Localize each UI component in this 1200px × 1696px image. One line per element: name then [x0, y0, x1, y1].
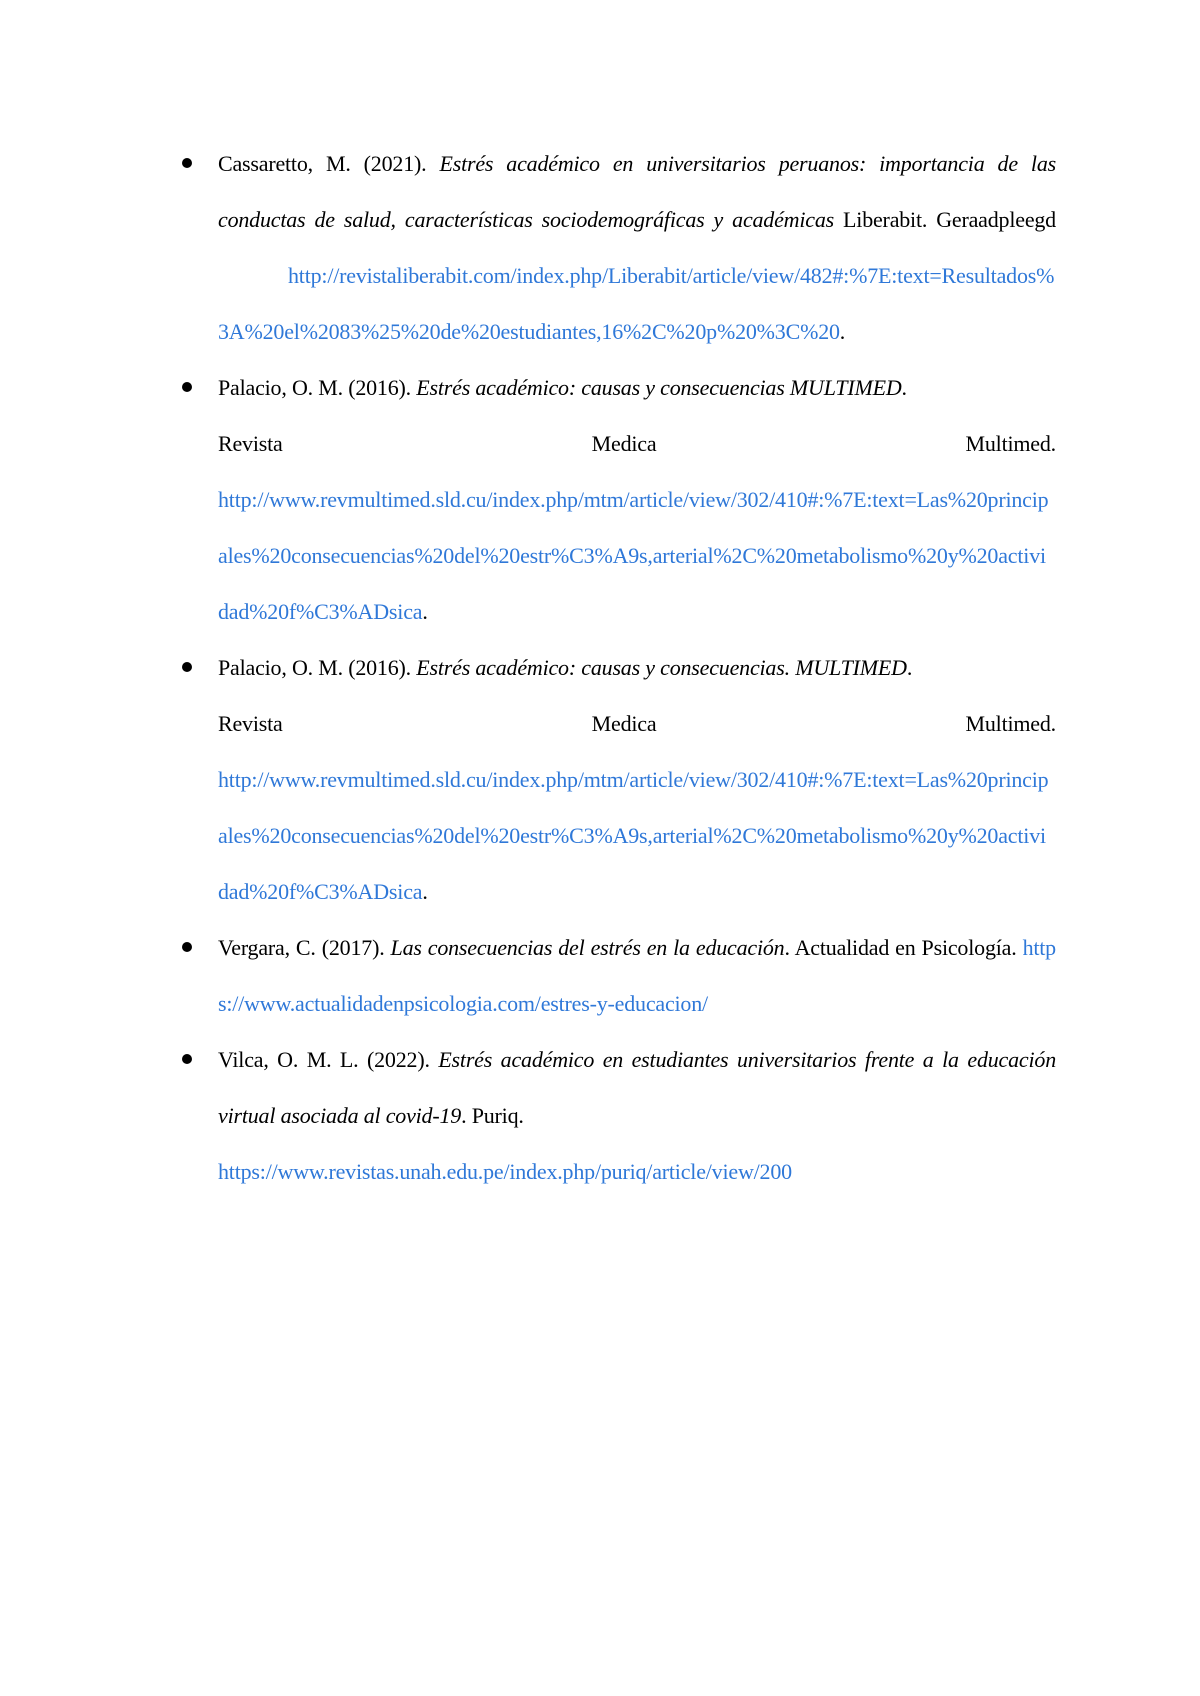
reference-item: [180, 360, 1056, 640]
journal-word: Revista: [218, 711, 283, 736]
reference-link[interactable]: http://www.revmultimed.sld.cu/index.php/mtm/article/view/302/410#:%7E:text=Las%20principales%20consecuencias%20del%20estr%C3%A9s,arterial%2C%20metabolismo%20y%20actividad%20f%C3%ADsica: [218, 487, 1049, 624]
journal-line: [218, 416, 1056, 472]
reference-author: Palacio, O. M. (2016).: [218, 375, 417, 400]
journal-word: Medica: [591, 431, 657, 456]
bullet-icon: [182, 1054, 192, 1064]
journal-word: Multimed.: [965, 711, 1056, 736]
reference-link[interactable]: https://www.actualidadenpsicologia.com/estres-y-educacion/: [218, 935, 1056, 1016]
reference-title: Estrés académico: causas y consecuencias MULTIMED: [416, 375, 902, 400]
bullet-icon: [182, 382, 192, 392]
reference-item: [180, 1032, 1056, 1200]
bullet-icon: [182, 942, 192, 952]
reference-title: Estrés académico en universitarios peruanos: importancia de las conductas de salud, características sociodemográficas y académicas: [218, 151, 1056, 232]
reference-source: . Puriq.: [461, 1103, 524, 1128]
reference-source: .: [906, 655, 913, 680]
reference-source: .: [901, 375, 907, 400]
reference-source: . Actualidad en Psicología.: [784, 935, 1023, 960]
reference-title: Estrés académico en estudiantes universitarios frente a la educación virtual asociada al covid-19: [218, 1047, 1056, 1128]
reference-author: Vergara, C. (2017).: [218, 935, 391, 960]
reference-title: Estrés académico: causas y consecuencias. MULTIMED: [416, 655, 907, 680]
reference-item: [180, 136, 1056, 360]
journal-line: [218, 696, 1056, 752]
reference-link[interactable]: http://www.revmultimed.sld.cu/index.php/mtm/article/view/302/410#:%7E:text=Las%20principales%20consecuencias%20del%20estr%C3%A9s,arterial%2C%20metabolismo%20y%20actividad%20f%C3%ADsica: [218, 767, 1049, 904]
reference-list: [180, 136, 1056, 1200]
reference-author: Vilca, O. M. L. (2022).: [218, 1047, 439, 1072]
journal-word: Multimed.: [965, 431, 1056, 456]
reference-end: .: [839, 319, 846, 344]
bullet-icon: [182, 662, 192, 672]
reference-end: .: [422, 599, 428, 624]
reference-author: Cassaretto, M. (2021).: [218, 151, 440, 176]
reference-link[interactable]: http://revistaliberabit.com/index.php/Liberabit/article/view/482#:%7E:text=Resultados%3A%20el%2083%25%20de%20estudiantes,16%2C%20p%20%3C%20: [218, 263, 1055, 344]
reference-source: Liberabit.: [834, 207, 928, 232]
journal-word: Medica: [591, 711, 657, 736]
reference-item: [180, 640, 1056, 920]
reference-item: [180, 920, 1056, 1032]
journal-word: Revista: [218, 431, 283, 456]
reference-title: Las consecuencias del estrés en la educación: [390, 935, 785, 960]
reference-extra: Geraadpleegd: [936, 207, 1056, 232]
bullet-icon: [182, 158, 192, 168]
reference-author: Palacio, O. M. (2016).: [218, 655, 417, 680]
reference-link[interactable]: https://www.revistas.unah.edu.pe/index.php/puriq/article/view/200: [218, 1159, 792, 1184]
reference-end: .: [422, 879, 428, 904]
